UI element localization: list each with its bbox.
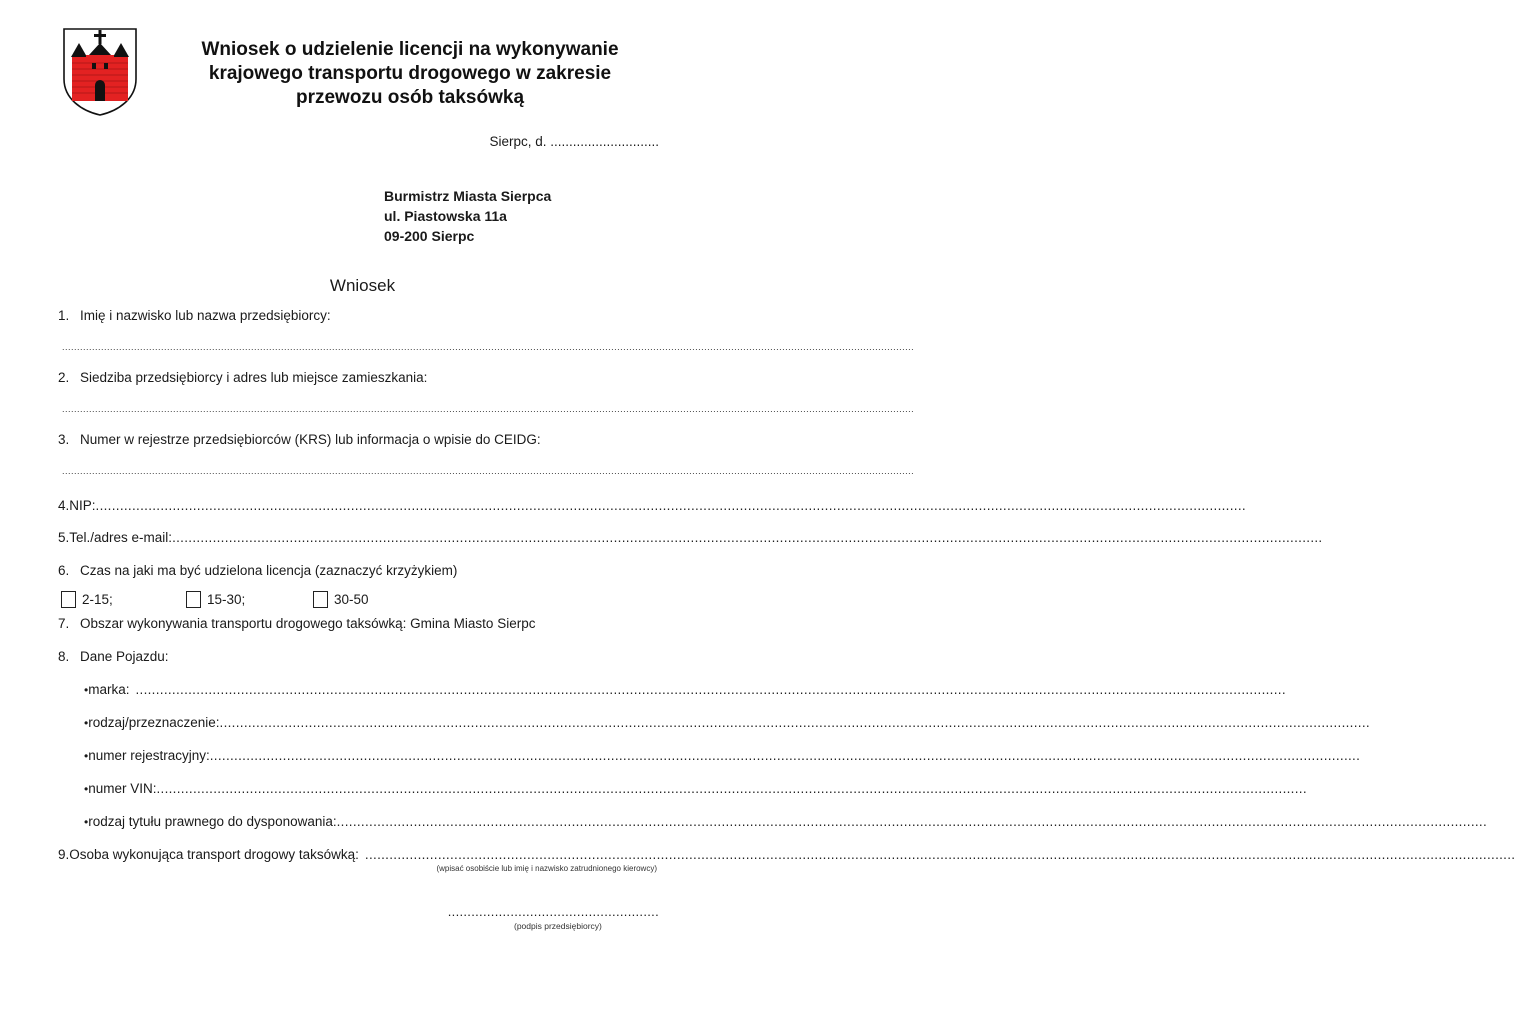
bullet: •: [84, 749, 89, 763]
item-3: [58, 432, 541, 447]
signature-caption: (podpis przedsiębiorcy): [514, 921, 602, 931]
document-title: [160, 38, 660, 110]
fill-line-type[interactable]: ............................................................................................................................................................................................................................................................................................: [219, 715, 1370, 730]
form-heading: Wniosek: [329, 276, 396, 295]
bullet: •: [84, 683, 89, 697]
item-label: Imię i nazwisko lub nazwa przedsiębiorcy:: [80, 308, 331, 323]
item-number: 5.: [58, 530, 70, 545]
item-label: Tel./adres e-mail:: [69, 530, 173, 545]
item-4: [58, 498, 1246, 513]
fill-line-legal-title[interactable]: ............................................................................................................................................................................................................................................................................................: [336, 814, 1488, 829]
item-number: 4.: [58, 498, 70, 513]
item-label: Czas na jaki ma być udzielona licencja (zaznaczyć krzyżykiem): [80, 563, 458, 578]
field-label: numer VIN:: [88, 781, 157, 796]
item-6: [58, 563, 457, 578]
option-label: 15-30;: [207, 592, 246, 607]
checkbox[interactable]: [186, 591, 201, 608]
bullet: •: [84, 815, 89, 829]
fill-line-nip[interactable]: ............................................................................................................................................................................................................................................................................................: [95, 498, 1246, 513]
item-number: 2.: [58, 370, 70, 385]
fill-line-vin[interactable]: ............................................................................................................................................................................................................................................................................................: [156, 781, 1307, 796]
checkbox[interactable]: [313, 591, 328, 608]
item-label: NIP:: [69, 498, 96, 513]
sierpc-coat-of-arms-icon: [62, 27, 138, 117]
item-label: Osoba wykonująca transport drogowy taksówką:: [69, 847, 359, 862]
item-number: 1.: [58, 308, 70, 323]
field-label: rodzaj tytułu prawnego do dysponowania:: [88, 814, 337, 829]
item-number: 3.: [58, 432, 70, 447]
option-30-50[interactable]: [313, 591, 369, 608]
option-label: 30-50: [334, 592, 369, 607]
fill-line-registration[interactable]: ............................................................................................................................................................................................................................................................................................: [209, 748, 1361, 763]
option-15-30[interactable]: [186, 591, 245, 608]
title-line: krajowego transportu drogowego w zakresie: [208, 63, 612, 84]
addressee-line: Burmistrz Miasta Sierpca: [384, 188, 552, 204]
item-7: [58, 616, 535, 631]
item-number: 7.: [58, 616, 70, 631]
addressee-block: [384, 186, 551, 246]
fill-line-item-2[interactable]: ............................................................................................................................................................................................................................................................................................: [62, 404, 915, 414]
fill-line-item-1[interactable]: ............................................................................................................................................................................................................................................................................................: [62, 342, 915, 352]
fill-line-make[interactable]: ............................................................................................................................................................................................................................................................................................: [135, 682, 1286, 697]
addressee-line: 09-200 Sierpc: [384, 228, 475, 244]
field-label: rodzaj/przeznaczenie:: [88, 715, 220, 730]
item-9: [58, 847, 1515, 862]
title-line: Wniosek o udzielenie licencji na wykonywanie: [201, 39, 619, 60]
vehicle-make: [84, 682, 1286, 697]
fill-line-driver[interactable]: ............................................................................................................................................................................................................................................................................................: [364, 847, 1515, 862]
field-label: marka:: [88, 682, 130, 697]
field-label: numer rejestracyjny:: [88, 748, 210, 763]
item-label: Obszar wykonywania transportu drogowego taksówką: Gmina Miasto Sierpc: [80, 616, 536, 631]
title-line: przewozu osób taksówką: [295, 87, 525, 108]
item-5: [58, 530, 1323, 545]
bullet: •: [84, 782, 89, 796]
vehicle-vin: [84, 781, 1307, 796]
item-1: [58, 308, 331, 323]
vehicle-legal-title: [84, 814, 1488, 829]
item-label: Numer w rejestrze przedsiębiorców (KRS) lub informacja o wpisie do CEIDG:: [80, 432, 541, 447]
addressee-line: ul. Piastowska 11a: [384, 208, 507, 224]
option-2-15[interactable]: [61, 591, 113, 608]
item-label: Siedziba przedsiębiorcy i adres lub miejsce zamieszkania:: [80, 370, 428, 385]
vehicle-type: [84, 715, 1370, 730]
item-number: 9.: [58, 847, 70, 862]
signature-line[interactable]: ......................................................: [447, 904, 659, 919]
item-number: 8.: [58, 649, 70, 664]
item-number: 6.: [58, 563, 70, 578]
item-2: [58, 370, 427, 385]
item-label: Dane Pojazdu:: [80, 649, 169, 664]
fill-line-item-3[interactable]: ............................................................................................................................................................................................................................................................................................: [62, 466, 915, 476]
fill-line-contact[interactable]: ............................................................................................................................................................................................................................................................................................: [172, 530, 1323, 545]
checkbox[interactable]: [61, 591, 76, 608]
bullet: •: [84, 716, 89, 730]
place-and-date: Sierpc, d. .............................: [489, 134, 659, 149]
vehicle-registration: [84, 748, 1361, 763]
item-8: [58, 649, 169, 664]
item-9-note: (wpisać osobiście lub imię i nazwisko zatrudnionego kierowcy): [436, 864, 657, 873]
option-label: 2-15;: [82, 592, 113, 607]
